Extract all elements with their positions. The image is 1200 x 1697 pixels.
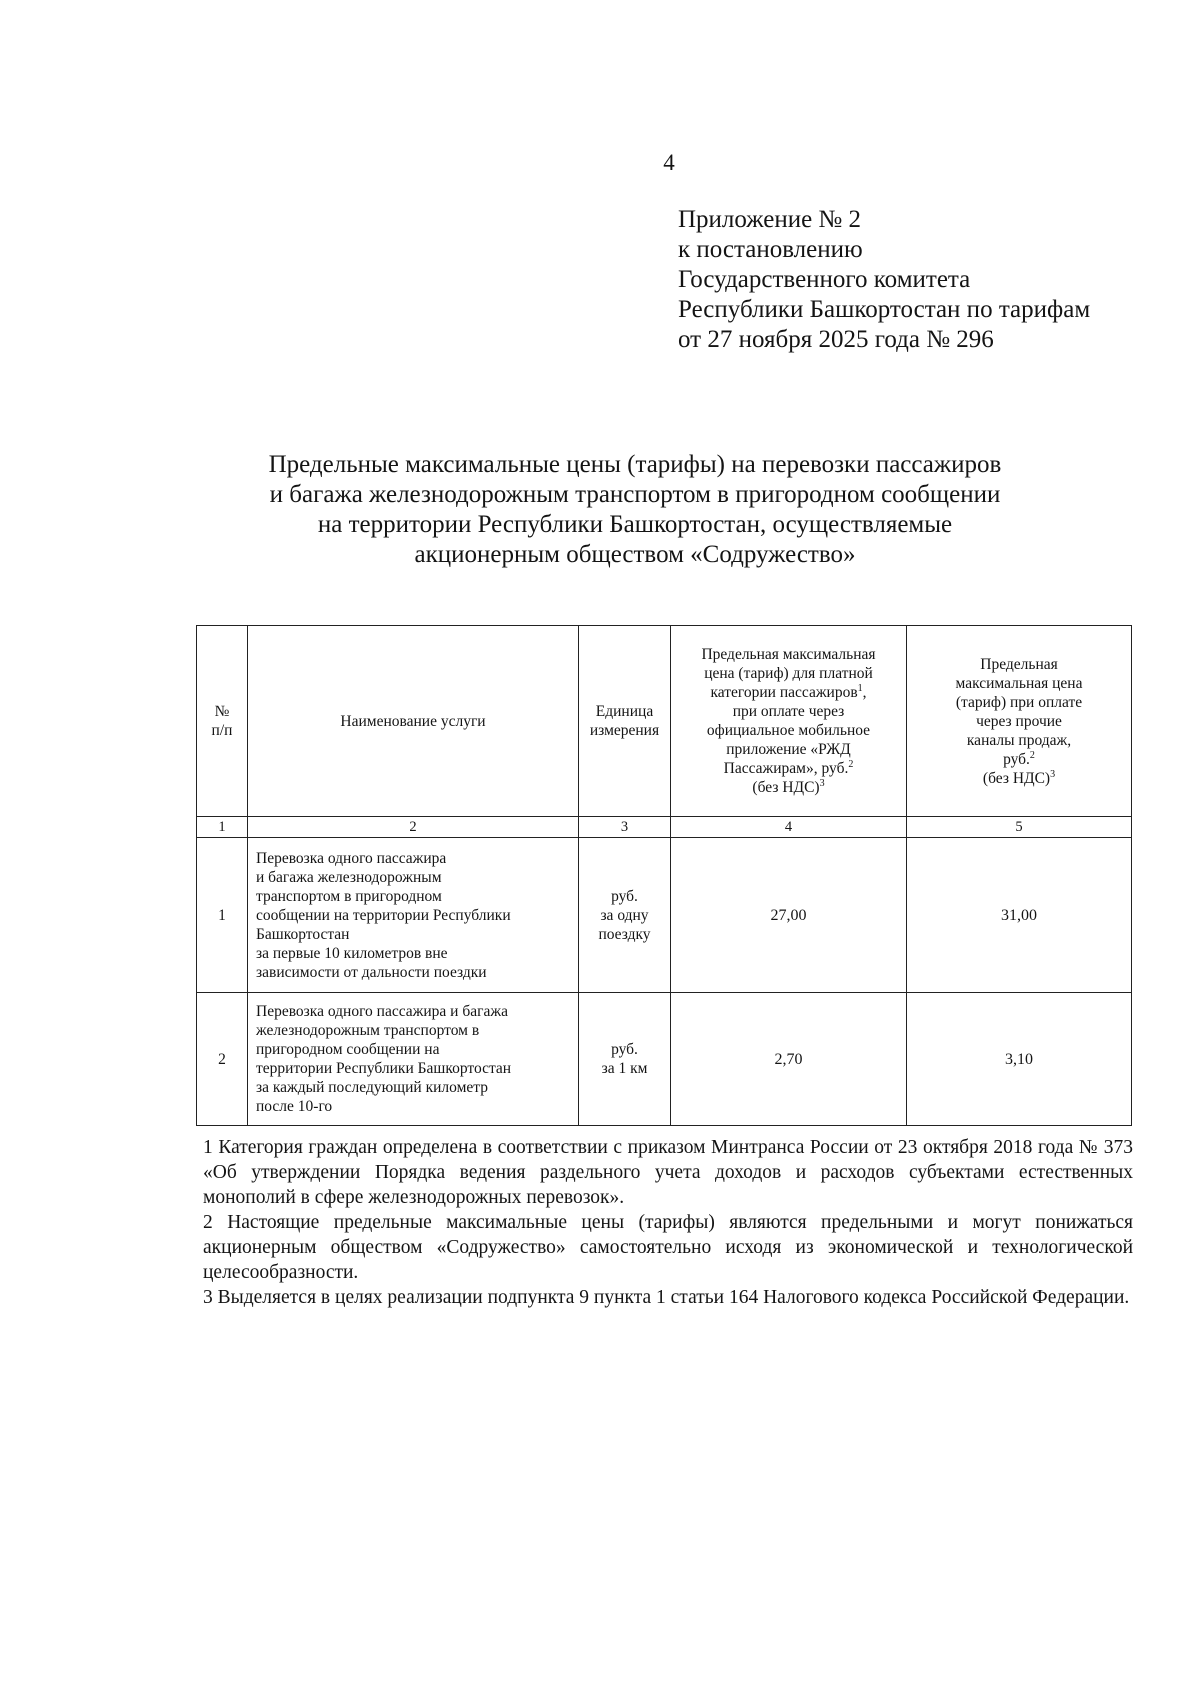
name-line: транспортом в пригородном <box>256 887 442 905</box>
name-line: за каждый последующий километр <box>256 1079 488 1096</box>
name-line: сообщении на территории Республики <box>256 906 511 924</box>
title-line: и багажа железнодорожным транспортом в пригородном сообщении <box>269 481 1001 508</box>
unit-line: за одну <box>600 906 649 924</box>
name-line: зависимости от дальности поездки <box>256 963 487 981</box>
footnote-ref: 1 <box>857 683 863 694</box>
header-line: при оплате через <box>732 703 845 720</box>
header-price-app <box>671 626 907 817</box>
row-service-name <box>248 838 579 993</box>
header-price-other <box>907 626 1132 817</box>
title-line: акционерным обществом «Содружество» <box>414 541 856 568</box>
header-unit-line: измерения <box>589 722 660 739</box>
unit-line: поездку <box>598 925 651 943</box>
header-line: официальное мобильное <box>706 722 871 739</box>
appendix-line: от 27 ноября 2025 года № 296 <box>678 326 994 353</box>
header-text: (без НДС) <box>982 769 1051 787</box>
unit-line: за 1 км <box>601 1060 648 1077</box>
column-number-row <box>197 817 1132 838</box>
appendix-line: Приложение № 2 <box>678 206 862 233</box>
footnote-ref: 2 <box>1029 749 1035 761</box>
header-text: руб. <box>1003 750 1030 768</box>
footnote-ref: 3 <box>819 778 825 789</box>
appendix-line: Республики Башкортостан по тарифам <box>678 296 1091 323</box>
header-line <box>911 769 1127 788</box>
header-num-line: № <box>214 703 230 720</box>
header-text: категории пассажиров <box>710 684 858 701</box>
row-unit <box>579 993 671 1126</box>
column-number: 4 <box>671 817 907 838</box>
footnote-2: 2 Настоящие предельные максимальные цены (тарифы) являются предельными и могут понижаться акционерным обществом «Содружество» самостоятельно исходя из экономической и технологической целесообразности. <box>203 1212 1133 1283</box>
footnote-ref: 3 <box>1050 768 1056 780</box>
row-price-app: 2,70 <box>671 993 907 1126</box>
name-line: за первые 10 километров вне <box>256 944 448 962</box>
name-line: территории Республики Башкортостан <box>256 1060 512 1077</box>
appendix-line: Государственного комитета <box>678 266 971 293</box>
unit-line: руб. <box>611 1041 638 1058</box>
row-price-app: 27,00 <box>671 838 907 993</box>
row-service-name <box>248 993 579 1126</box>
unit-line: руб. <box>611 887 638 905</box>
title-line: Предельные максимальные цены (тарифы) на перевозки пассажиров <box>268 451 1002 478</box>
header-line: Предельная <box>980 655 1058 673</box>
header-name: Наименование услуги <box>248 626 579 817</box>
header-line: приложение «РЖД <box>726 741 851 758</box>
name-line: после 10-го <box>256 1098 333 1115</box>
name-line: Башкортостан <box>256 925 350 943</box>
appendix-line: к постановлению <box>678 236 863 263</box>
header-text: (без НДС) <box>752 779 820 796</box>
column-number: 3 <box>579 817 671 838</box>
header-unit <box>579 626 671 817</box>
header-line: каналы продаж, <box>966 731 1072 749</box>
header-line <box>911 750 1127 769</box>
header-text: Пассажирам», руб. <box>723 760 849 777</box>
name-line: Перевозка одного пассажира <box>256 849 447 867</box>
header-line: цена (тариф) для платной <box>704 665 873 682</box>
column-number: 2 <box>248 817 579 838</box>
footnote-3: 3 Выделяется в целях реализации подпункта 9 пункта 1 статьи 164 Налогового кодекса Российской Федерации. <box>203 1287 1130 1308</box>
footnote-ref: 2 <box>848 759 854 770</box>
column-number: 1 <box>197 817 248 838</box>
page-number: 4 <box>663 150 675 175</box>
footnote-1: 1 Категория граждан определена в соответствии с приказом Минтранса России от 23 октября 2018 года № 373 «Об утверждении Порядка ведения раздельного учета доходов и расходов субъектами естественных монополий в сфере железнодорожных перевозок». <box>203 1137 1133 1208</box>
column-number: 5 <box>907 817 1132 838</box>
title-line: на территории Республики Башкортостан, осуществляемые <box>317 511 953 538</box>
header-line: (тариф) при оплате <box>955 693 1083 711</box>
name-line: железнодорожным транспортом в <box>256 1022 480 1039</box>
table-row <box>197 993 1132 1126</box>
header-line: максимальная цена <box>955 674 1083 692</box>
header-line <box>675 759 902 778</box>
row-price-other: 31,00 <box>907 838 1132 993</box>
row-num: 1 <box>197 838 248 993</box>
name-line: Перевозка одного пассажира и багажа <box>256 1003 508 1020</box>
row-num: 2 <box>197 993 248 1126</box>
row-price-other: 3,10 <box>907 993 1132 1126</box>
header-line: через прочие <box>976 712 1062 730</box>
table-header-row <box>197 626 1132 817</box>
tariffs-table <box>196 625 1132 1126</box>
name-line: и багажа железнодорожным <box>256 868 442 886</box>
table-row <box>197 838 1132 993</box>
header-line: категории пассажиров$^1$, <box>710 683 867 701</box>
header-line: Предельная максимальная <box>701 646 876 663</box>
header-num <box>197 626 248 817</box>
document-title <box>170 450 1100 570</box>
header-num-line: п/п <box>211 722 233 739</box>
row-unit <box>579 838 671 993</box>
name-line: пригородном сообщении на <box>256 1041 440 1058</box>
header-line <box>675 778 902 797</box>
header-unit-line: Единица <box>595 703 654 720</box>
footnotes <box>203 1135 1133 1310</box>
appendix-header <box>678 205 1090 355</box>
